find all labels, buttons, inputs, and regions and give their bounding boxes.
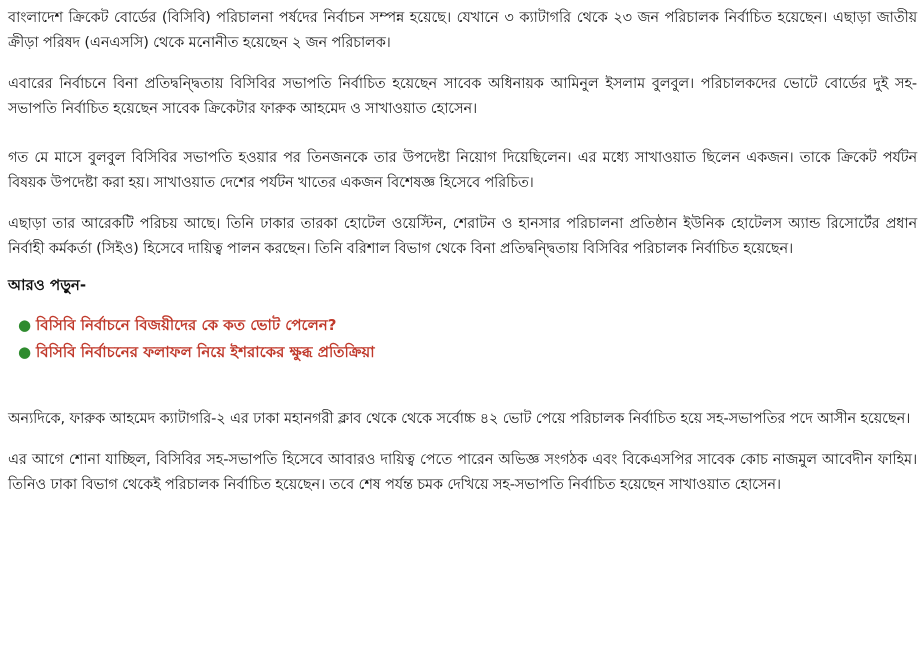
bullet-icon: ● (18, 343, 32, 361)
read-more-heading: আরও পড়ুন- (8, 276, 87, 294)
article-paragraph: বাংলাদেশ ক্রিকেট বোর্ডের (বিসিবি) পরিচালনা পর্ষদের নির্বাচন সম্পন্ন হয়েছে। যেখানে ৩ ক্যাটাগরি থেকে ২৩ জন পরিচালক নির্বাচিত হয়েছেন। এছাড়া জাতীয় ক্রীড়া পরিষদ (এনএসসি) থেকে মনোনীত হয়েছেন ২ জন পরিচালক। (8, 10, 917, 51)
article-paragraph: এছাড়া তার আরেকটি পরিচয় আছে। তিনি ঢাকার তারকা হোটেল ওয়েস্টিন, শেরাটন ও হানসার পরিচালনা প্রতিষ্ঠান ইউনিক হোটেলস অ্যান্ড রিসোর্টের প্রধান নির্বাহী কর্মকর্তা (সিইও) হিসেবে দায়িত্ব পালন করছেন। তিনি বরিশাল বিভাগ থেকে বিনা প্রতিদ্বন্দ্বিতায় বিসিবির পরিচালক নির্বাচিত হয়েছেন। (8, 216, 917, 257)
article-paragraph: এর আগে শোনা যাচ্ছিল, বিসিবির সহ-সভাপতি হিসেবে আবারও দায়িত্ব পেতে পারেন অভিজ্ঞ সংগঠক এবং বিকেএসপির সাবেক কোচ নাজমুল আবেদীন ফাহিম। তিনিও ঢাকা বিভাগ থেকেই পরিচালক নির্বাচিত হয়েছেন। তবে শেষ পর্যন্ত চমক দেখিয়ে সহ-সভাপতি নির্বাচিত হয়েছেন সাখাওয়াত হোসেন। (8, 452, 917, 493)
bullet-icon: ● (18, 316, 32, 334)
related-link-item (18, 312, 917, 339)
related-links-list (8, 312, 917, 366)
article-paragraph: গত মে মাসে বুলবুল বিসিবির সভাপতি হওয়ার পর তিনজনকে তার উপদেষ্টা নিয়োগ দিয়েছিলেন। এর মধ্যে সাখাওয়াত ছিলেন একজন। তাকে ক্রিকেট পর্যটন বিষয়ক উপদেষ্টা করা হয়। সাখাওয়াত দেশের পর্যটন খাতের একজন বিশেষজ্ঞ হিসেবে পরিচিত। (8, 150, 917, 191)
article-paragraph: অন্যদিকে, ফারুক আহমেদ ক্যাটাগরি-২ এর ঢাকা মহানগরী ক্লাব থেকে থেকে সর্বোচ্চ ৪২ ভোট পেয়ে পরিচালক নির্বাচিত হয়ে সহ-সভাপতির পদে আসীন হয়েছেন। (8, 411, 911, 427)
article-paragraph: এবারের নির্বাচনে বিনা প্রতিদ্বন্দ্বিতায় বিসিবির সভাপতি নির্বাচিত হয়েছেন সাবেক অধিনায়ক আমিনুল ইসলাম বুলবুল। পরিচালকদের ভোটে বোর্ডের দুই সহ-সভাপতি নির্বাচিত হয়েছেন সাবেক ক্রিকেটার ফারুক আহমেদ ও সাখাওয়াত হোসেন। (8, 76, 917, 117)
related-link[interactable]: বিসিবি নির্বাচনের ফলাফল নিয়ে ইশরাকের ক্ষুব্ধ প্রতিক্রিয়া (36, 343, 375, 361)
related-link-item (18, 339, 917, 366)
related-link[interactable]: বিসিবি নির্বাচনে বিজয়ীদের কে কত ভোট পেলেন? (36, 316, 337, 334)
